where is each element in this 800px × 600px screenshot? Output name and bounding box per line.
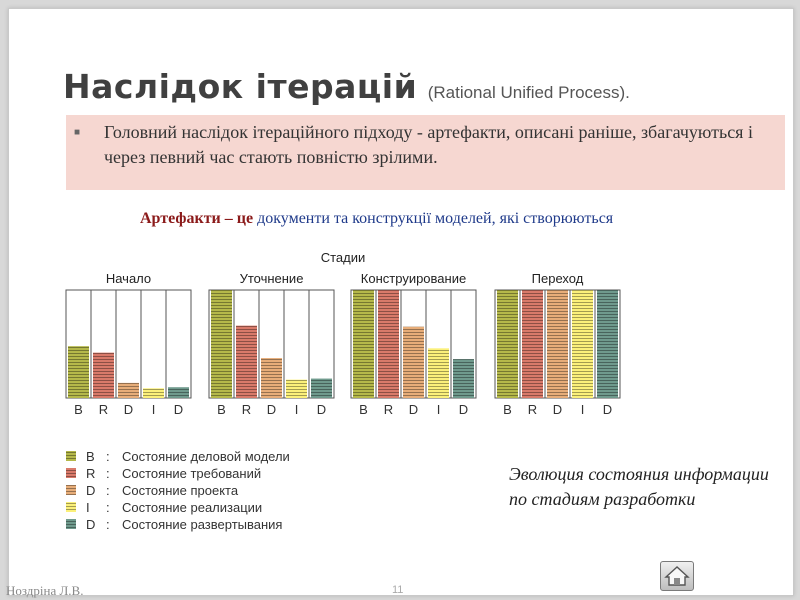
column-label: I bbox=[580, 402, 585, 417]
bar-hatch bbox=[168, 387, 189, 398]
legend-swatch-hatch bbox=[66, 451, 76, 461]
author-name: Ноздріна Л.В. bbox=[6, 583, 84, 598]
bar-hatch bbox=[68, 346, 89, 398]
column-label: D bbox=[123, 402, 134, 417]
column-label: R bbox=[383, 402, 394, 417]
bar-hatch bbox=[93, 353, 114, 398]
bullet-text: Головний наслідок ітераційного підходу - артефакти, описані раніше, збагачуються і через певний час стають повністю зрілими. bbox=[104, 122, 753, 167]
legend-label: Состояние реализации bbox=[122, 500, 263, 515]
legend-code: B bbox=[86, 449, 95, 464]
column-label: D bbox=[173, 402, 184, 417]
legend-separator: : bbox=[106, 466, 110, 481]
legend-code: I bbox=[86, 500, 90, 515]
bar-hatch bbox=[286, 380, 307, 398]
bar-hatch bbox=[497, 290, 518, 398]
bar-hatch bbox=[353, 290, 374, 398]
column-label: I bbox=[151, 402, 156, 417]
legend-swatch-hatch bbox=[66, 485, 76, 495]
bar-hatch bbox=[261, 358, 282, 398]
bar-hatch bbox=[572, 290, 593, 398]
legend-label: Состояние проекта bbox=[122, 483, 239, 498]
bullet-icon: ■ bbox=[74, 127, 81, 138]
legend-swatch-hatch bbox=[66, 519, 76, 529]
bar-hatch bbox=[211, 290, 232, 398]
bar-hatch bbox=[378, 290, 399, 398]
column-label: D bbox=[266, 402, 277, 417]
legend-swatch-hatch bbox=[66, 502, 76, 512]
stage-label: Уточнение bbox=[239, 271, 304, 286]
column-label: D bbox=[552, 402, 563, 417]
legend-separator: : bbox=[106, 449, 110, 464]
column-label: R bbox=[527, 402, 538, 417]
home-button[interactable] bbox=[660, 561, 694, 591]
legend-label: Состояние развертывания bbox=[122, 517, 283, 532]
bar-hatch bbox=[311, 379, 332, 398]
column-label: R bbox=[241, 402, 252, 417]
column-label: D bbox=[316, 402, 327, 417]
chart-caption: Эволюция состояния информации по стадиям разработки bbox=[509, 464, 769, 509]
chart-title: Стадии bbox=[320, 250, 366, 265]
column-label: B bbox=[217, 402, 226, 417]
title-main: Наслідок ітерацій bbox=[63, 67, 418, 106]
column-label: B bbox=[503, 402, 512, 417]
column-label: I bbox=[294, 402, 299, 417]
bar-hatch bbox=[547, 290, 568, 398]
column-label: B bbox=[74, 402, 83, 417]
legend-separator: : bbox=[106, 500, 110, 515]
bar-hatch bbox=[236, 326, 257, 398]
artifacts-text: документи та конструкції моделей, які створюються bbox=[257, 210, 614, 227]
column-label: D bbox=[602, 402, 613, 417]
column-label: R bbox=[98, 402, 109, 417]
legend-code: R bbox=[86, 466, 96, 481]
artifacts-term: Артефакти – це bbox=[140, 210, 254, 227]
bar-hatch bbox=[118, 383, 139, 398]
legend-swatch-hatch bbox=[66, 468, 76, 478]
stage-label: Переход bbox=[531, 271, 584, 286]
column-label: D bbox=[408, 402, 419, 417]
bar-hatch bbox=[428, 348, 449, 398]
stage-label: Конструирование bbox=[360, 271, 467, 286]
bar-hatch bbox=[522, 290, 543, 398]
bar-hatch bbox=[453, 359, 474, 398]
title-subtitle: (Rational Unified Process). bbox=[427, 83, 630, 102]
home-icon bbox=[661, 562, 693, 590]
bar-hatch bbox=[597, 290, 618, 398]
bar-hatch bbox=[143, 388, 164, 398]
column-label: D bbox=[458, 402, 469, 417]
column-label: B bbox=[359, 402, 368, 417]
page-number: 11 bbox=[392, 584, 404, 596]
legend-label: Состояние требований bbox=[122, 466, 262, 481]
column-label: I bbox=[436, 402, 441, 417]
stage-label: Начало bbox=[105, 271, 152, 286]
legend-code: D bbox=[86, 517, 96, 532]
legend-separator: : bbox=[106, 517, 110, 532]
bar-hatch bbox=[403, 327, 424, 398]
legend-label: Состояние деловой модели bbox=[122, 449, 290, 464]
legend-code: D bbox=[86, 483, 96, 498]
legend-separator: : bbox=[106, 483, 110, 498]
